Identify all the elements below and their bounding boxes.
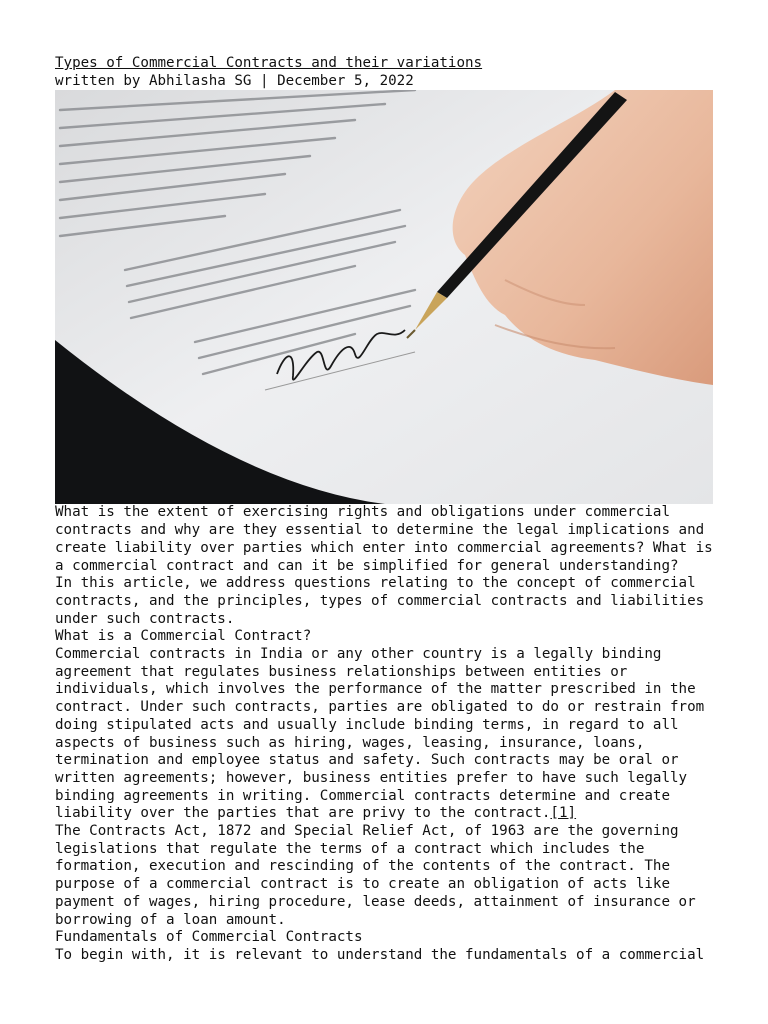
text-line: In this article, we address questions relating to the concept of commercial — [55, 575, 696, 592]
text-line: contracts, and the principles, types of commercial contracts and liabilities — [55, 592, 705, 609]
section-paragraph — [55, 646, 745, 823]
text-line: Commercial contracts in India or any other country is a legally binding — [55, 646, 662, 663]
section-heading: What is a Commercial Contract? — [55, 628, 312, 645]
section-paragraph — [55, 823, 745, 929]
text-line: binding agreements in writing. Commercial contracts determine and create — [55, 787, 670, 804]
text-line: written agreements; however, business entities prefer to have such legally — [55, 769, 688, 786]
text-line: What is the extent of exercising rights and obligations under commercial — [55, 504, 670, 521]
text-line: To begin with, it is relevant to understand the fundamentals of a commercial — [55, 946, 705, 963]
text-line: payment of wages, hiring procedure, lease deeds, attainment of insurance or — [55, 893, 696, 910]
text-line: termination and employee status and safety. Such contracts may be oral or — [55, 752, 679, 769]
text-line: The Contracts Act, 1872 and Special Relief Act, of 1963 are the governing — [55, 823, 679, 840]
text-line: legislations that regulate the terms of a contract which includes the — [55, 840, 645, 857]
footnote-link[interactable]: [1] — [550, 805, 577, 822]
section-paragraph — [55, 947, 745, 965]
hand-signing-document-photo — [55, 90, 713, 504]
section-heading: Fundamentals of Commercial Contracts — [55, 929, 363, 946]
text-line: create liability over parties which enter into commercial agreements? What is — [55, 539, 713, 556]
intro-paragraph — [55, 504, 745, 628]
article-byline: written by Abhilasha SG | December 5, 2022 — [55, 72, 414, 89]
text-line: purpose of a commercial contract is to create an obligation of acts like — [55, 876, 670, 893]
text-line: borrowing of a loan amount. — [55, 911, 286, 928]
text-line: formation, execution and rescinding of the contents of the contract. The — [55, 858, 670, 875]
text-line: contracts and why are they essential to determine the legal implications and — [55, 522, 705, 539]
text-line: aspects of business such as hiring, wages, leasing, insurance, loans, — [55, 734, 645, 751]
text-line — [55, 805, 745, 823]
text-line: doing stipulated acts and usually include binding terms, in regard to all — [55, 716, 679, 733]
text-line: contract. Under such contracts, parties are obligated to do or restrain from — [55, 699, 705, 716]
article — [55, 55, 745, 965]
text-line: a commercial contract and can it be simplified for general understanding? — [55, 557, 679, 574]
text-line: under such contracts. — [55, 610, 235, 627]
article-title[interactable]: Types of Commercial Contracts and their variations — [55, 55, 483, 71]
text-line: agreement that regulates business relationships between entities or — [55, 663, 628, 680]
text-line: individuals, which involves the performance of the matter prescribed in the — [55, 681, 696, 698]
text-span: liability over the parties that are privy to the contract. — [55, 805, 551, 822]
